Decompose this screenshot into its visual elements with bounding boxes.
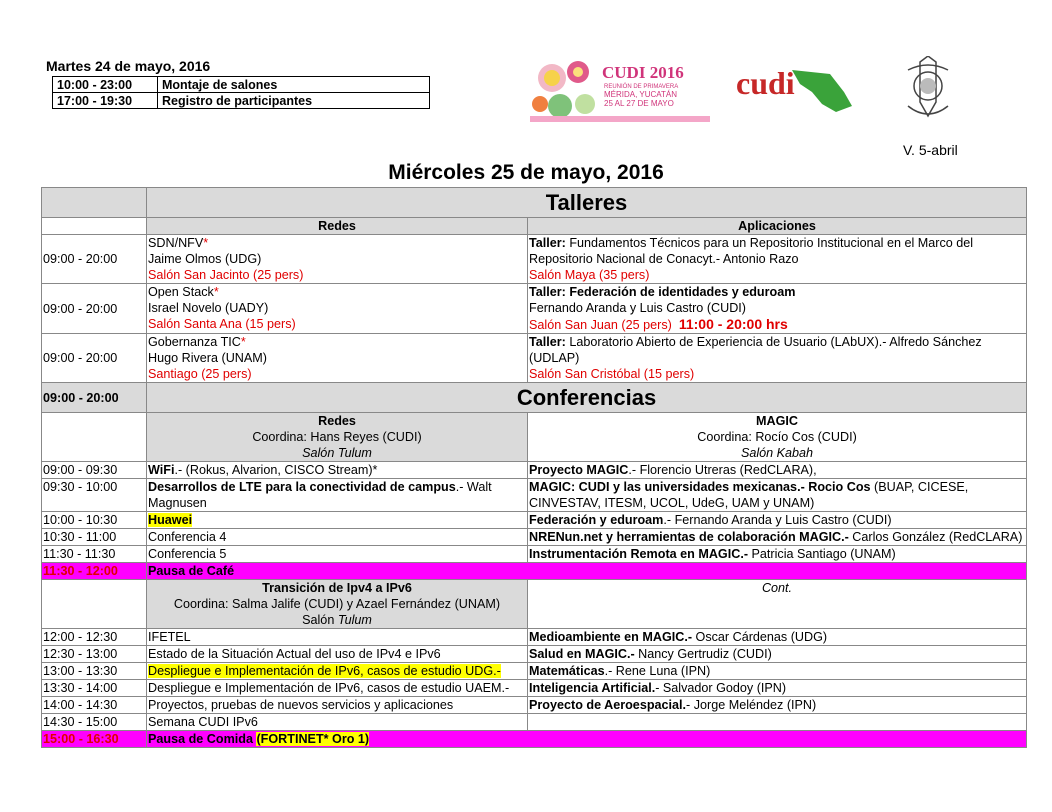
- magic-track-header: MAGIC Coordina: Rocío Cos (CUDI) Salón Kabah: [528, 413, 1027, 462]
- table-row: 14:00 - 14:30 Proyectos, pruebas de nuevos servicios y aplicaciones Proyecto de Aeroespacial.- Jorge Meléndez (IPN): [42, 697, 1027, 714]
- redes-cell: Gobernanza TIC* Hugo Rivera (UNAM) Santiago (25 pers): [147, 334, 528, 383]
- table-row: 13:00 - 13:30 Despliegue e Implementación de IPv6, casos de estudio UDG.- Matemáticas.- Rene Luna (IPN): [42, 663, 1027, 680]
- redes-cell: Open Stack* Israel Novelo (UADY) Salón Santa Ana (15 pers): [147, 284, 528, 334]
- table-row: 10:30 - 11:00 Conferencia 4 NRENun.net y herramientas de colaboración MAGIC.- Carlos González (RedCLARA): [42, 529, 1027, 546]
- table-row: 14:30 - 15:00 Semana CUDI IPv6: [42, 714, 1027, 731]
- table-row: 11:30 - 11:30 Conferencia 5 Instrumentación Remota en MAGIC.- Patricia Santiago (UNAM): [42, 546, 1027, 563]
- svg-text:cudi: cudi: [736, 65, 795, 101]
- svg-text:REUNIÓN DE PRIMAVERA: REUNIÓN DE PRIMAVERA: [604, 84, 679, 90]
- pre-event-block: [46, 58, 430, 109]
- talleres-header: Talleres: [147, 188, 1027, 218]
- pre-event-table: [52, 76, 430, 109]
- track-header-row: [42, 413, 1027, 462]
- app-cell: Taller: Laboratorio Abierto de Experiencia de Usuario (LAbUX).- Alfredo Sánchez (UDLAP) Salón San Cristóbal (15 pers): [528, 334, 1027, 383]
- table-row: 09:00 - 09:30 WiFi.- (Rokus, Alvarion, CISCO Stream)* Proyecto MAGIC.- Florencio Utreras (RedCLARA),: [42, 462, 1027, 479]
- table-row: [53, 93, 430, 109]
- schedule-table: [41, 187, 1027, 748]
- table-row: 10:00 - 10:30 Huawei Federación y eduroam.- Fernando Aranda y Luis Castro (CUDI): [42, 512, 1027, 529]
- version-label: V. 5-abril: [903, 142, 958, 158]
- conferencias-header-row: 09:00 - 20:00 Conferencias: [42, 383, 1027, 413]
- app-cell: Taller: Federación de identidades y eduroam Fernando Aranda y Luis Castro (CUDI) Salón San Juan (25 pers) 11:00 - 20:00 hrs: [528, 284, 1027, 334]
- table-row: 09:00 - 20:00 Open Stack* Israel Novelo (UADY) Salón Santa Ana (15 pers) Taller: Federación de identidades y eduroam Fernando Aranda y Luis Castro (CUDI) Salón San Juan (25 pers) 11:00 - 20:00 hrs: [42, 284, 1027, 334]
- activity-cell: Registro de participantes: [158, 93, 430, 109]
- redes-track-header: Redes Coordina: Hans Reyes (CUDI) Salón Tulum: [147, 413, 528, 462]
- cudi-2016-logo: [530, 61, 710, 122]
- table-row: 12:00 - 12:30 IFETEL Medioambiente en MAGIC.- Oscar Cárdenas (UDG): [42, 629, 1027, 646]
- cudi-logo: [736, 65, 852, 112]
- lunch-break-row: 15:00 - 16:30 Pausa de Comida (FORTINET* Oro 1): [42, 731, 1027, 748]
- page-title: Miércoles 25 de mayo, 2016: [388, 161, 664, 184]
- table-row: 09:30 - 10:00 Desarrollos de LTE para la conectividad de campus.- Walt Magnusen MAGIC: CUDI y las universidades mexicanas.- Rocio Cos (BUAP, CICESE, CINVESTAV, ITESM, UCOL, UdeG, UAM y UNAM): [42, 479, 1027, 512]
- talleres-header-row: [42, 188, 1027, 218]
- redes-cell: SDN/NFV* Jaime Olmos (UDG) Salón San Jacinto (25 pers): [147, 235, 528, 284]
- time-cell: 10:00 - 23:00: [53, 77, 158, 93]
- conferencias-header: Conferencias: [147, 383, 1027, 413]
- app-cell: Taller: Fundamentos Técnicos para un Repositorio Institucional en el Marco del Repositorio Nacional de Conacyt.- Antonio Razo Salón Maya (35 pers): [528, 235, 1027, 284]
- table-row: 12:30 - 13:00 Estado de la Situación Actual del uso de IPv4 e IPv6 Salud en MAGIC.- Nancy Gertrudiz (CUDI): [42, 646, 1027, 663]
- table-row: 09:00 - 20:00 Gobernanza TIC* Hugo Rivera (UNAM) Santiago (25 pers) Taller: Laboratorio Abierto de Experiencia de Usuario (LAbUX).- Alfredo Sánchez (UDLAP) Salón San Cristóbal (15 pers): [42, 334, 1027, 383]
- pre-event-date: Martes 24 de mayo, 2016: [46, 58, 211, 74]
- table-row: 09:00 - 20:00 SDN/NFV* Jaime Olmos (UDG) Salón San Jacinto (25 pers) Taller: Fundamentos Técnicos para un Repositorio Institucional en el Marco del Repositorio Nacional de Conacyt.- Antonio Razo Salón Maya (35 pers): [42, 235, 1027, 284]
- coffee-break-row: 11:30 - 12:00 Pausa de Café: [42, 563, 1027, 580]
- university-seal-icon: [908, 56, 948, 116]
- table-row: 13:30 - 14:00 Despliegue e Implementación de IPv6, casos de estudio UAEM.- Inteligencia Artificial.- Salvador Godoy (IPN): [42, 680, 1027, 697]
- col-redes: Redes: [147, 218, 528, 235]
- svg-text:25 AL 27 DE MAYO: 25 AL 27 DE MAYO: [604, 99, 674, 108]
- table-row: [53, 77, 430, 93]
- col-aplicaciones: Aplicaciones: [528, 218, 1027, 235]
- svg-text:MÉRIDA, YUCATÁN: MÉRIDA, YUCATÁN: [604, 90, 678, 99]
- ipv6-track-header: Transición de Ipv4 a IPv6 Coordina: Salma Jalife (CUDI) y Azael Fernández (UNAM) Salón Tulum: [147, 580, 528, 629]
- logos-area: [530, 56, 990, 126]
- magic-cont: Cont.: [528, 580, 1027, 629]
- time-cell: 17:00 - 19:30: [53, 93, 158, 109]
- cudi2016-title: CUDI 2016: [602, 63, 684, 82]
- talleres-columns-row: [42, 218, 1027, 235]
- ipv6-track-header-row: [42, 580, 1027, 629]
- activity-cell: Montaje de salones: [158, 77, 430, 93]
